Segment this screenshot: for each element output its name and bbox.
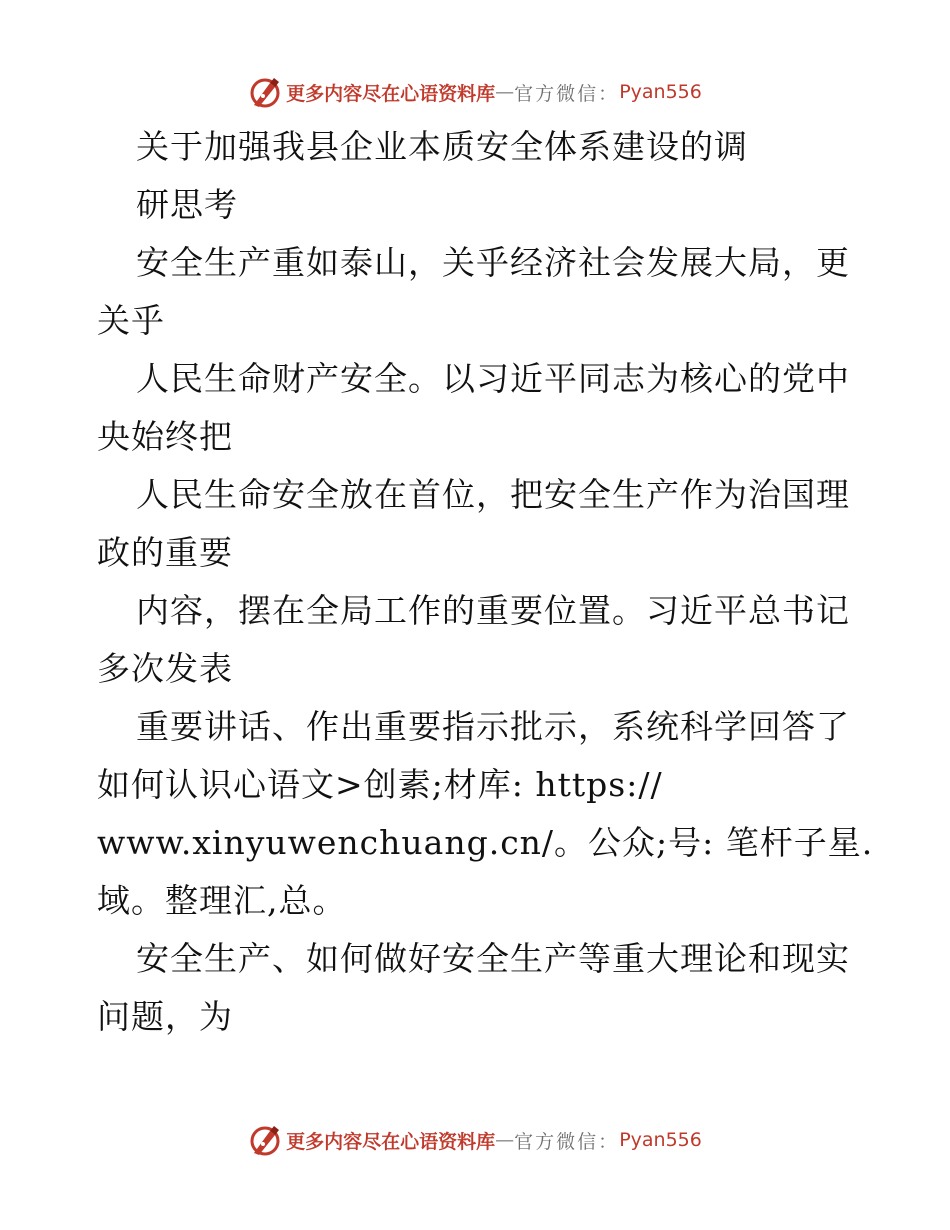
paragraph-line: 关乎 bbox=[97, 301, 165, 340]
footer-separator: — bbox=[495, 1129, 515, 1151]
paragraph-line: www.xinyuwenchuang.cn/。公众;号: 笔杆子星. bbox=[97, 823, 874, 862]
footer-site-text: 更多内容尽在心语资料库 bbox=[286, 1130, 496, 1153]
header-site-text: 更多内容尽在心语资料库 bbox=[286, 82, 496, 105]
document-body bbox=[97, 118, 874, 1046]
footer-wechat-id: Pyan556 bbox=[619, 1129, 702, 1151]
pen-nib-logo-icon bbox=[248, 75, 282, 109]
footer-banner bbox=[0, 1118, 950, 1162]
paragraph-line: 内容，摆在全局工作的重要位置。习近平总书记 bbox=[136, 591, 850, 630]
paragraph-line: 多次发表 bbox=[97, 649, 233, 688]
paragraph-line: 如何认识心语文>创素;材库: https:// bbox=[97, 765, 663, 804]
paragraph-line: 政的重要 bbox=[97, 533, 233, 572]
pen-nib-logo-icon bbox=[248, 1123, 282, 1157]
paragraph-line: 安全生产重如泰山，关乎经济社会发展大局，更 bbox=[136, 243, 850, 282]
paragraph-line: 安全生产、如何做好安全生产等重大理论和现实 bbox=[136, 939, 850, 978]
title-line-2: 研思考 bbox=[136, 185, 238, 224]
header-wechat-id: Pyan556 bbox=[619, 81, 702, 103]
header-wechat-label: 官方微信： bbox=[514, 82, 620, 105]
header-separator: — bbox=[495, 81, 515, 103]
paragraph-line: 人民生命财产安全。以习近平同志为核心的党中 bbox=[136, 359, 850, 398]
paragraph-line: 域。整理汇,总。 bbox=[97, 881, 347, 920]
footer-wechat-label: 官方微信： bbox=[514, 1130, 620, 1153]
title-line-1: 关于加强我县企业本质安全体系建设的调 bbox=[136, 127, 748, 166]
paragraph-line: 重要讲话、作出重要指示批示，系统科学回答了 bbox=[136, 707, 850, 746]
header-banner bbox=[0, 70, 950, 114]
paragraph-line: 问题，为 bbox=[97, 997, 233, 1036]
paragraph-line: 人民生命安全放在首位，把安全生产作为治国理 bbox=[136, 475, 850, 514]
paragraph-line: 央始终把 bbox=[97, 417, 233, 456]
